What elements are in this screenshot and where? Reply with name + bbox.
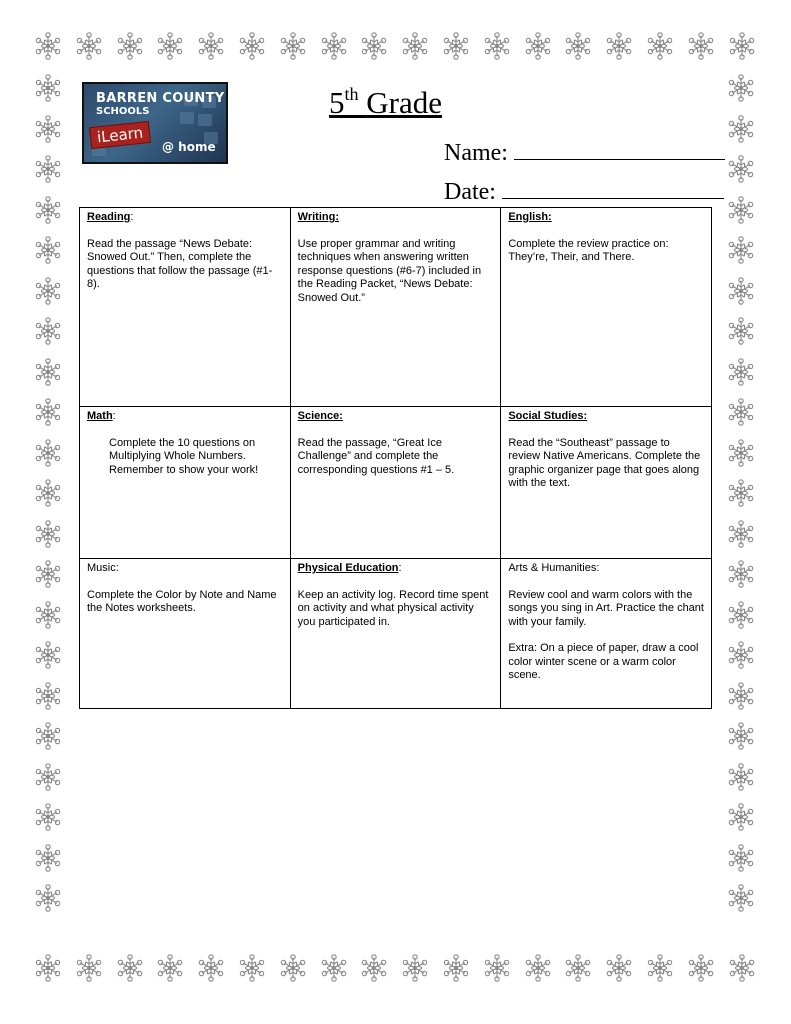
snowflake-icon [729,521,752,547]
page-title [329,84,442,121]
snowflake-icon [485,955,508,981]
assignment-extra-text: Extra: On a piece of paper, draw a cool color winter scene or a warm color scene. [508,642,699,681]
logo-line2: SCHOOLS [96,106,150,117]
grade-suffix: th [344,84,359,104]
snowflake-icon [607,33,630,59]
snowflake-icon [36,764,59,790]
snowflake-icon [158,955,181,981]
cell-english [501,208,712,407]
snowflake-icon [362,33,385,59]
snowflake-icon [729,318,752,344]
snowflake-icon [36,955,59,981]
assignment-text: Read the passage, “Great Ice Challenge” and complete the corresponding questions #1 – 5. [297,436,455,476]
grade-number: 5 [329,85,345,120]
snowflake-icon [648,955,671,981]
assignment-text: Complete the review practice on: They’re, Their, and There. [508,237,669,263]
subject-title: Reading [87,211,131,223]
cell-physical-education [290,559,501,709]
snowflake-icon [729,723,752,749]
snowflake-icon [566,955,589,981]
assignment-text: Complete the 10 questions on Multiplying Whole Numbers. Remember to show your work! [109,436,259,476]
name-blank-line[interactable] [514,137,725,160]
date-label: Date: [444,179,496,205]
cell-science [290,407,501,559]
subject-suffix: : [130,211,134,223]
subject-title: Social Studies: [508,410,588,422]
snowflake-icon [240,955,263,981]
snowflake-icon [36,480,59,506]
snowflake-icon [729,804,752,830]
snowflake-icon [36,359,59,385]
snowflake-icon [36,804,59,830]
snowflake-icon [729,480,752,506]
subject-title: English: [508,211,552,223]
table-row [80,559,712,709]
snowflake-icon [729,237,752,263]
snowflake-icon [36,278,59,304]
snowflake-icon [36,521,59,547]
logo-ilearn-key: iLearn [89,121,151,149]
subject-title: Physical Education [297,562,399,574]
snowflake-icon [240,33,263,59]
snowflake-icon [729,116,752,142]
snowflake-icon [281,955,304,981]
subject-suffix: : [398,562,402,574]
snowflake-icon [118,955,141,981]
snowflake-icon [526,33,549,59]
snowflake-icon [118,33,141,59]
name-label: Name: [444,140,508,166]
snowflake-icon [729,561,752,587]
snowflake-icon [403,33,426,59]
snowflake-icon [322,955,345,981]
snowflake-icon [36,33,59,59]
snowflake-icon [403,955,426,981]
snowflake-icon [607,955,630,981]
snowflake-icon [36,318,59,344]
snowflake-icon [730,955,753,981]
subject-title: Writing: [297,211,339,223]
snowflake-icon [729,642,752,668]
assignment-text: Keep an activity log. Record time spent on activity and what physical activity you participated in. [297,588,489,628]
snowflake-icon [36,845,59,871]
snowflake-icon [444,33,467,59]
snowflake-icon [689,955,712,981]
snowflake-icon [729,197,752,223]
assignment-text: Use proper grammar and writing techniques when answering written response questions (#6-7) included in the Reading Packet, “News Debate: Snowed Out.” [297,237,482,304]
cell-social-studies [501,407,712,559]
date-field [444,176,724,206]
subject-title: Arts & Humanities: [508,562,600,574]
snowflake-icon [36,399,59,425]
assignment-table [79,207,712,709]
cell-music [80,559,291,709]
snowflake-icon [526,955,549,981]
snowflake-icon [199,33,222,59]
snowflake-icon [729,278,752,304]
snowflake-icon [36,237,59,263]
snowflake-icon [729,399,752,425]
snowflake-icon [730,33,753,59]
assignment-text: Read the “Southeast” passage to review Native Americans. Complete the graphic organizer page that goes along with the text. [508,436,701,489]
snowflake-icon [36,885,59,911]
date-blank-line[interactable] [502,176,724,199]
snowflake-icon [648,33,671,59]
logo-line1: BARREN COUNTY [96,91,225,106]
snowflake-icon [444,955,467,981]
barren-county-ilearn-logo [82,82,228,164]
snowflake-icon [729,75,752,101]
snowflake-icon [689,33,712,59]
table-row [80,407,712,559]
snowflake-icon [729,602,752,628]
snowflake-icon [322,33,345,59]
assignment-text: Read the passage “News Debate: Snowed Out.” Then, complete the questions that follow the passage (#1-8). [87,237,273,290]
cell-arts-humanities [501,559,712,709]
assignment-text: Complete the Color by Note and Name the Notes worksheets. [87,588,277,614]
table-row [80,208,712,407]
snowflake-icon [36,75,59,101]
snowflake-icon [36,723,59,749]
snowflake-icon [36,156,59,182]
subject-title: Music: [87,562,119,574]
snowflake-icon [566,33,589,59]
snowflake-icon [485,33,508,59]
snowflake-icon [199,955,222,981]
snowflake-icon [36,642,59,668]
snowflake-icon [77,955,100,981]
grade-word: Grade [366,85,442,120]
snowflake-icon [729,845,752,871]
snowflake-icon [729,156,752,182]
snowflake-icon [729,885,752,911]
name-field [444,137,725,167]
snowflake-icon [729,764,752,790]
logo-home: @ home [162,140,216,154]
assignment-text: Review cool and warm colors with the songs you sing in Art. Practice the chant with your family. [508,588,704,628]
snowflake-icon [36,116,59,142]
subject-suffix: : [112,410,116,422]
snowflake-icon [77,33,100,59]
cell-math [80,407,291,559]
cell-reading [80,208,291,407]
snowflake-icon [36,602,59,628]
snowflake-icon [158,33,181,59]
snowflake-icon [36,683,59,709]
snowflake-icon [362,955,385,981]
snowflake-icon [36,197,59,223]
snowflake-icon [729,359,752,385]
snowflake-icon [36,561,59,587]
snowflake-icon [281,33,304,59]
subject-title: Science: [297,410,343,422]
cell-writing [290,208,501,407]
snowflake-icon [36,440,59,466]
snowflake-icon [729,440,752,466]
snowflake-icon [729,683,752,709]
subject-title: Math [87,410,113,422]
